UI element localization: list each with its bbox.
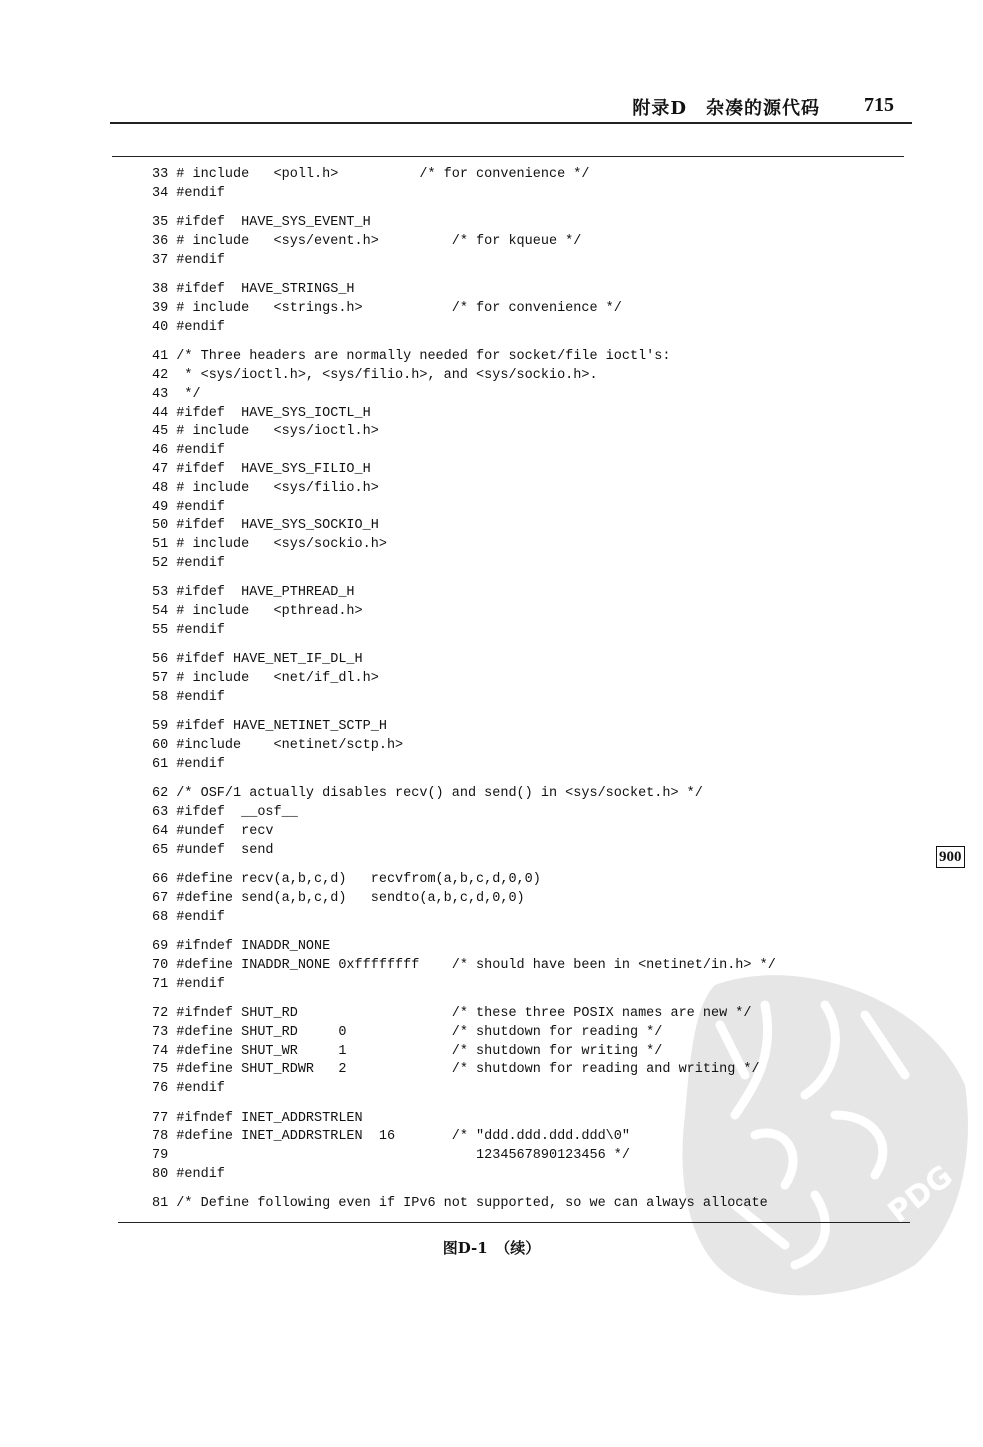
code-line: 36 # include <sys/event.h> /* for kqueue */ bbox=[152, 233, 582, 249]
code-line: 51 # include <sys/sockio.h> bbox=[152, 537, 387, 553]
code-line: 80 #endif bbox=[152, 1166, 225, 1182]
code-line: 79 1234567890123456 */ bbox=[152, 1148, 630, 1164]
watermark-text: PDG bbox=[881, 1158, 960, 1231]
code-line: 37 #endif bbox=[152, 252, 225, 268]
code-line: 39 # include <strings.h> /* for convenience */ bbox=[152, 300, 622, 316]
code-line: 34 #endif bbox=[152, 185, 225, 201]
code-line: 81 /* Define following even if IPv6 not supported, so we can always allocate bbox=[152, 1196, 768, 1212]
code-line: 64 #undef recv bbox=[152, 823, 274, 839]
page-header bbox=[110, 92, 912, 124]
code-line: 62 /* OSF/1 actually disables recv() and send() in <sys/socket.h> */ bbox=[152, 786, 703, 802]
code-bottom-rule bbox=[118, 1222, 910, 1223]
code-line: 49 #endif bbox=[152, 499, 225, 515]
code-line: 35 #ifdef HAVE_SYS_EVENT_H bbox=[152, 215, 371, 231]
code-line: 40 #endif bbox=[152, 319, 225, 335]
code-line: 61 #endif bbox=[152, 756, 225, 772]
code-line: 70 #define INADDR_NONE 0xffffffff /* should have been in <netinet/in.h> */ bbox=[152, 957, 776, 973]
code-line: 38 #ifdef HAVE_STRINGS_H bbox=[152, 282, 355, 298]
code-line: 60 #include <netinet/sctp.h> bbox=[152, 738, 404, 754]
code-line: 52 #endif bbox=[152, 555, 225, 571]
code-line: 41 /* Three headers are normally needed for socket/file ioctl's: bbox=[152, 349, 671, 365]
code-line: 47 #ifdef HAVE_SYS_FILIO_H bbox=[152, 461, 371, 477]
code-line: 68 #endif bbox=[152, 909, 225, 925]
code-line: 72 #ifndef SHUT_RD /* these three POSIX names are new */ bbox=[152, 1006, 752, 1022]
code-line: 53 #ifdef HAVE_PTHREAD_H bbox=[152, 585, 355, 601]
code-line: 77 #ifndef INET_ADDRSTRLEN bbox=[152, 1110, 363, 1126]
code-line: 42 * <sys/ioctl.h>, <sys/filio.h>, and <sys/sockio.h>. bbox=[152, 367, 598, 383]
code-top-rule bbox=[112, 156, 904, 157]
code-line: 33 # include <poll.h> /* for convenience */ bbox=[152, 167, 590, 182]
code-line: 76 #endif bbox=[152, 1081, 225, 1097]
code-line: 73 #define SHUT_RD 0 /* shutdown for reading */ bbox=[152, 1024, 663, 1040]
figure-caption: 图D-1 （续） bbox=[442, 1239, 541, 1257]
code-listing bbox=[152, 166, 776, 1214]
code-line: 56 #ifdef HAVE_NET_IF_DL_H bbox=[152, 652, 363, 668]
code-line: 66 #define recv(a,b,c,d) recvfrom(a,b,c,d,0,0) bbox=[152, 872, 541, 888]
code-line: 63 #ifdef __osf__ bbox=[152, 805, 298, 821]
code-line: 57 # include <net/if_dl.h> bbox=[152, 671, 379, 687]
page-number: 715 bbox=[864, 94, 894, 116]
chapter-title: 附录D 杂凑的源代码 bbox=[632, 98, 820, 119]
code-line: 58 #endif bbox=[152, 689, 225, 705]
code-line: 46 #endif bbox=[152, 443, 225, 459]
code-line: 54 # include <pthread.h> bbox=[152, 604, 363, 620]
code-line: 65 #undef send bbox=[152, 842, 274, 858]
code-line: 75 #define SHUT_RDWR 2 /* shutdown for reading and writing */ bbox=[152, 1062, 760, 1078]
code-line: 43 */ bbox=[152, 386, 201, 402]
code-line: 50 #ifdef HAVE_SYS_SOCKIO_H bbox=[152, 518, 379, 534]
code-line: 45 # include <sys/ioctl.h> bbox=[152, 424, 379, 440]
code-line: 69 #ifndef INADDR_NONE bbox=[152, 939, 331, 955]
code-line: 48 # include <sys/filio.h> bbox=[152, 480, 379, 496]
code-line: 59 #ifdef HAVE_NETINET_SCTP_H bbox=[152, 719, 387, 735]
code-line: 67 #define send(a,b,c,d) sendto(a,b,c,d,0,0) bbox=[152, 890, 525, 906]
code-line: 44 #ifdef HAVE_SYS_IOCTL_H bbox=[152, 405, 371, 421]
code-line: 74 #define SHUT_WR 1 /* shutdown for writing */ bbox=[152, 1043, 663, 1059]
code-line: 78 #define INET_ADDRSTRLEN 16 /* "ddd.ddd.ddd.ddd\0" bbox=[152, 1129, 630, 1145]
margin-page-marker: 900 bbox=[936, 846, 965, 868]
code-line: 55 #endif bbox=[152, 622, 225, 638]
code-line: 71 #endif bbox=[152, 976, 225, 992]
